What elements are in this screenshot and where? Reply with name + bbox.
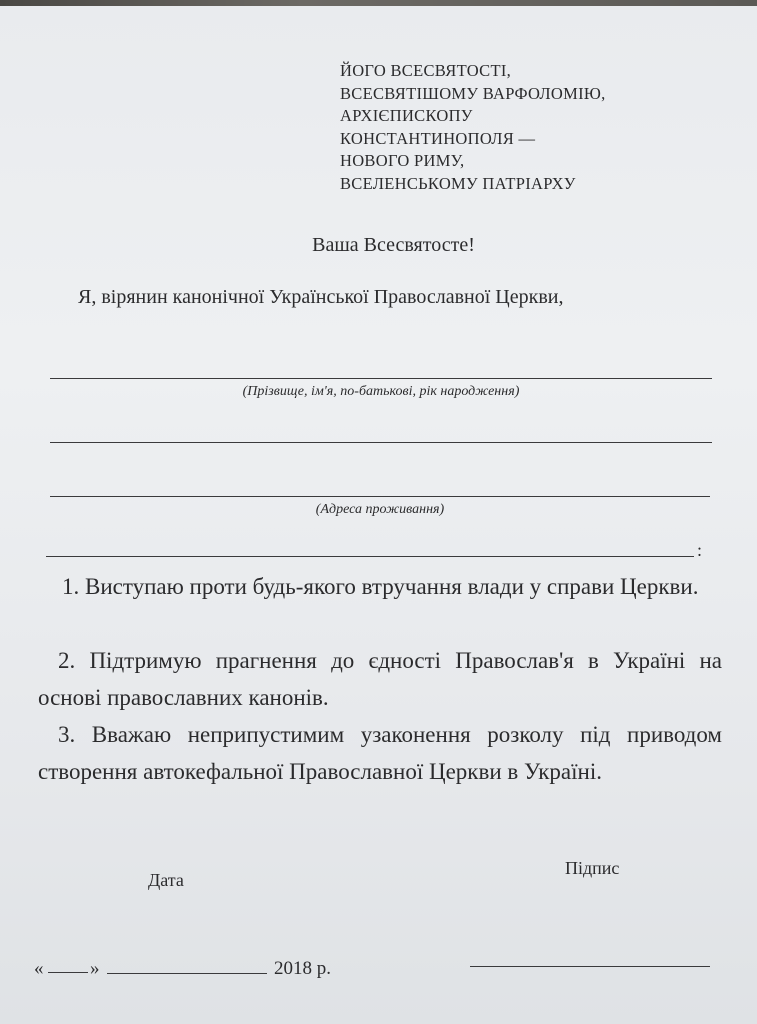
- addressee-line: ЙОГО ВСЕСВЯТОСТІ,: [340, 61, 512, 80]
- name-field-line[interactable]: [50, 378, 712, 379]
- statement-item: 1. Виступаю проти будь-якого втручання влади у справи Церкви.: [62, 574, 699, 599]
- addressee-line: АРХІЄПИСКОПУ: [340, 106, 473, 125]
- addressee-line: ВСЕСВЯТІШОМУ ВАРФОЛОМІЮ,: [340, 83, 606, 103]
- greeting: Ваша Всесвятосте!: [312, 234, 475, 256]
- intro-text: Я, вірянин канонічної Української Православної Церкви,: [78, 286, 564, 308]
- signature-field-line[interactable]: [470, 966, 710, 967]
- name-field-caption: (Прізвище, ім'я, по-батькові, рік народження): [242, 384, 520, 399]
- address-field-line-2[interactable]: [50, 496, 710, 497]
- addressee-block: [340, 60, 606, 195]
- document-page: [0, 6, 757, 1024]
- addressee-line: ВСЕЛЕНСЬКОМУ ПАТРІАРХУ: [340, 173, 576, 193]
- date-label: Дата: [148, 870, 184, 890]
- signature-label: Підпис: [565, 858, 620, 878]
- address-field-line-3[interactable]: [46, 556, 694, 557]
- day-field-line[interactable]: [48, 972, 88, 973]
- date-close-quote: »: [90, 958, 100, 979]
- addressee-line: КОНСТАНТИНОПОЛЯ —: [340, 128, 536, 148]
- date-open-quote: «: [34, 958, 44, 979]
- address-field-caption: (Адреса проживання): [315, 502, 445, 517]
- colon-mark: :: [697, 540, 703, 560]
- addressee-line: НОВОГО РИМУ,: [340, 151, 465, 170]
- year-text: 2018 р.: [274, 958, 331, 979]
- statement-item: 2. Підтримую прагнення до єдності Православ'я в Україні на основі православних канонів.: [38, 648, 722, 710]
- statement-item: 3. Вважаю неприпустимим узаконення розколу під приводом створення автокефальної Православної Церкви в Україні.: [38, 722, 722, 784]
- address-field-line-1[interactable]: [50, 442, 712, 443]
- month-field-line[interactable]: [107, 973, 267, 974]
